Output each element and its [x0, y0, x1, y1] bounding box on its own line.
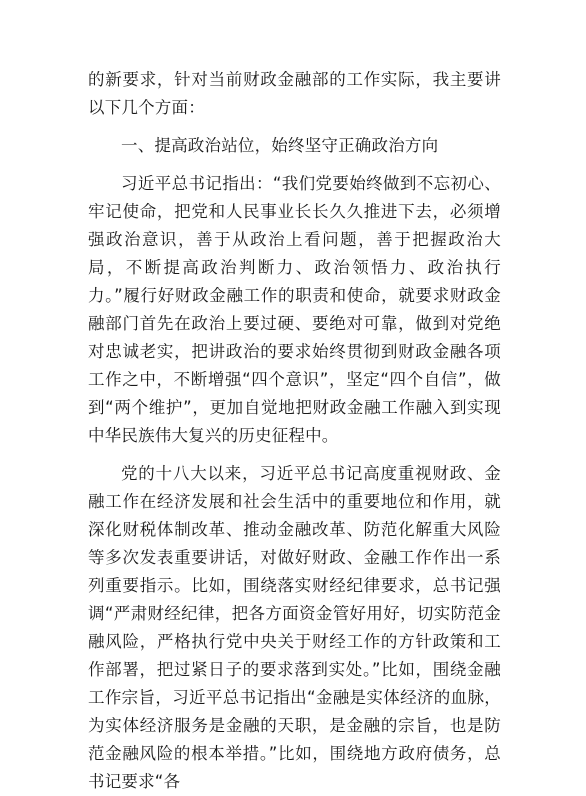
paragraph-quote: 习近平总书记指出：“我们党要始终做到不忘初心、牢记使命，把党和人民事业长长久久推进下去，必须增强政治意识，善于从政治上看问题，善于把握政治大局，不断提高政治判断力、政治领悟力、政治执行力。”履行好财政金融工作的职责和使命，就要求财政金融部门首先在政治上要过硬、要绝对可靠，做到对党绝对忠诚老实，把讲政治的要求始终贯彻到财政金融各项工作之中，不断增强“四个意识”，坚定“四个自信”，做到“两个维护”，更加自觉地把财政金融工作融入到实现中华民族伟大复兴的历史征程中。: [88, 174, 501, 445]
section-heading: 一、提高政治站位，始终坚守正确政治方向: [121, 136, 439, 155]
paragraph-since-18th-congress: 党的十八大以来，习近平总书记高度重视财政、金融工作在经济发展和社会生活中的重要地位和作用，就深化财税体制改革、推动金融改革、防范化解重大风险等多次发表重要讲话，对做好财政、金融工作作出一系列重要指示。比如，围绕落实财经纪律要求，总书记强调“严肃财经纪律，把各方面资金管好用好，切实防范金融风险，严格执行党中央关于财经工作的方针政策和工作部署，把过紧日子的要求落到实处。”比如，围绕金融工作宗旨，习近平总书记指出“金融是实体经济的血脉，为实体经济服务是金融的天职，是金融的宗旨，也是防范金融风险的根本举措。”比如，围绕地方政府债务，总书记要求“各: [88, 464, 501, 791]
document-body: [88, 66, 501, 796]
paragraph-intro: 的新要求，针对当前财政金融部的工作实际，我主要讲以下几个方面：: [88, 70, 501, 117]
